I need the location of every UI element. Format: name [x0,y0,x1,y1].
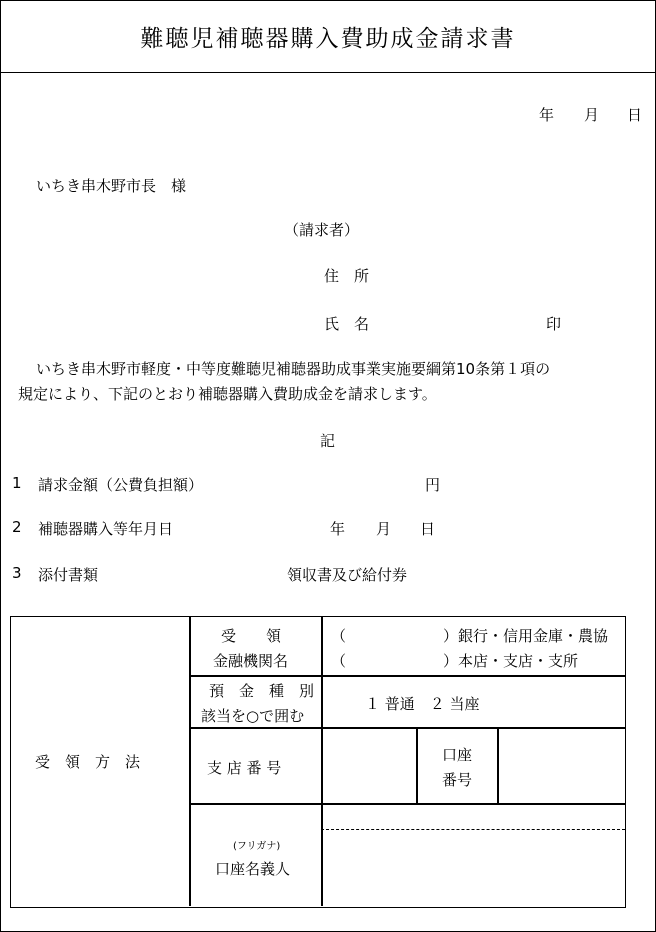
table-row-divider-2 [189,727,625,729]
body-line-2: 規定により、下記のとおり補聴器購入費助成金を請求します。 [18,385,437,403]
item-3-number: 3 [12,564,22,582]
table-row-divider-3 [189,803,625,805]
addressee: いちき串木野市長 様 [36,177,187,195]
date-year-label: 年 [539,106,555,124]
account-number-label-2: 番号 [442,771,473,789]
furigana-label: (フリガナ) [233,841,281,852]
bank-line-1-type: ）銀行・信用金庫・農協 [443,627,609,645]
title-bar [0,0,656,73]
table-divider-mid [321,617,323,906]
date-day-label: 日 [627,106,643,124]
form-title: 難聴児補聴器購入費助成金請求書 [140,25,516,52]
bank-line-2-branch: ）本店・支店・支所 [443,652,579,670]
bank-line-2-open: （ [331,652,347,670]
item-3-label: 添付書類 [38,566,99,584]
name-label: 氏 名 [324,315,370,333]
table-divider-branch [416,727,418,803]
item-2-day: 日 [420,520,436,538]
address-label: 住 所 [324,267,370,285]
item-1-number: 1 [12,474,22,492]
requester-heading: （請求者） [284,221,360,239]
item-2-year: 年 [330,520,346,538]
account-holder-label: 口座名義人 [215,860,291,878]
item-1-yen: 円 [425,476,441,494]
deposit-type-label: 預 金 種 別 [209,682,315,700]
item-2-number: 2 [12,518,22,536]
furigana-dashed-line [321,829,625,830]
seal-label: 印 [546,315,562,333]
table-divider-account [497,727,499,803]
institution-label-1: 受 領 [221,627,282,645]
receiving-method-label: 受 領 方 法 [35,753,141,771]
bank-line-1-open: （ [331,627,347,645]
branch-number-label: 支 店 番 号 [207,759,282,777]
item-2-label: 補聴器購入等年月日 [38,520,174,538]
item-1-label: 請求金額（公費負担額） [38,476,204,494]
table-row-divider-1 [189,675,625,677]
account-number-label-1: 口座 [442,746,473,764]
institution-label-2: 金融機関名 [213,652,289,670]
date-month-label: 月 [584,106,600,124]
deposit-type-instruction: 該当を○で囲む [201,707,305,725]
ki-heading: 記 [320,432,336,450]
item-2-month: 月 [376,520,392,538]
body-line-1: いちき串木野市軽度・中等度難聴児補聴器助成事業実施要綱第10条第１項の [36,360,551,378]
request-body-text [18,357,654,407]
item-3-documents: 領収書及び給付券 [287,566,408,584]
receiving-method-table [10,616,626,908]
table-divider-left [189,617,191,906]
deposit-type-options: １ 普通 ２ 当座 [365,695,480,713]
